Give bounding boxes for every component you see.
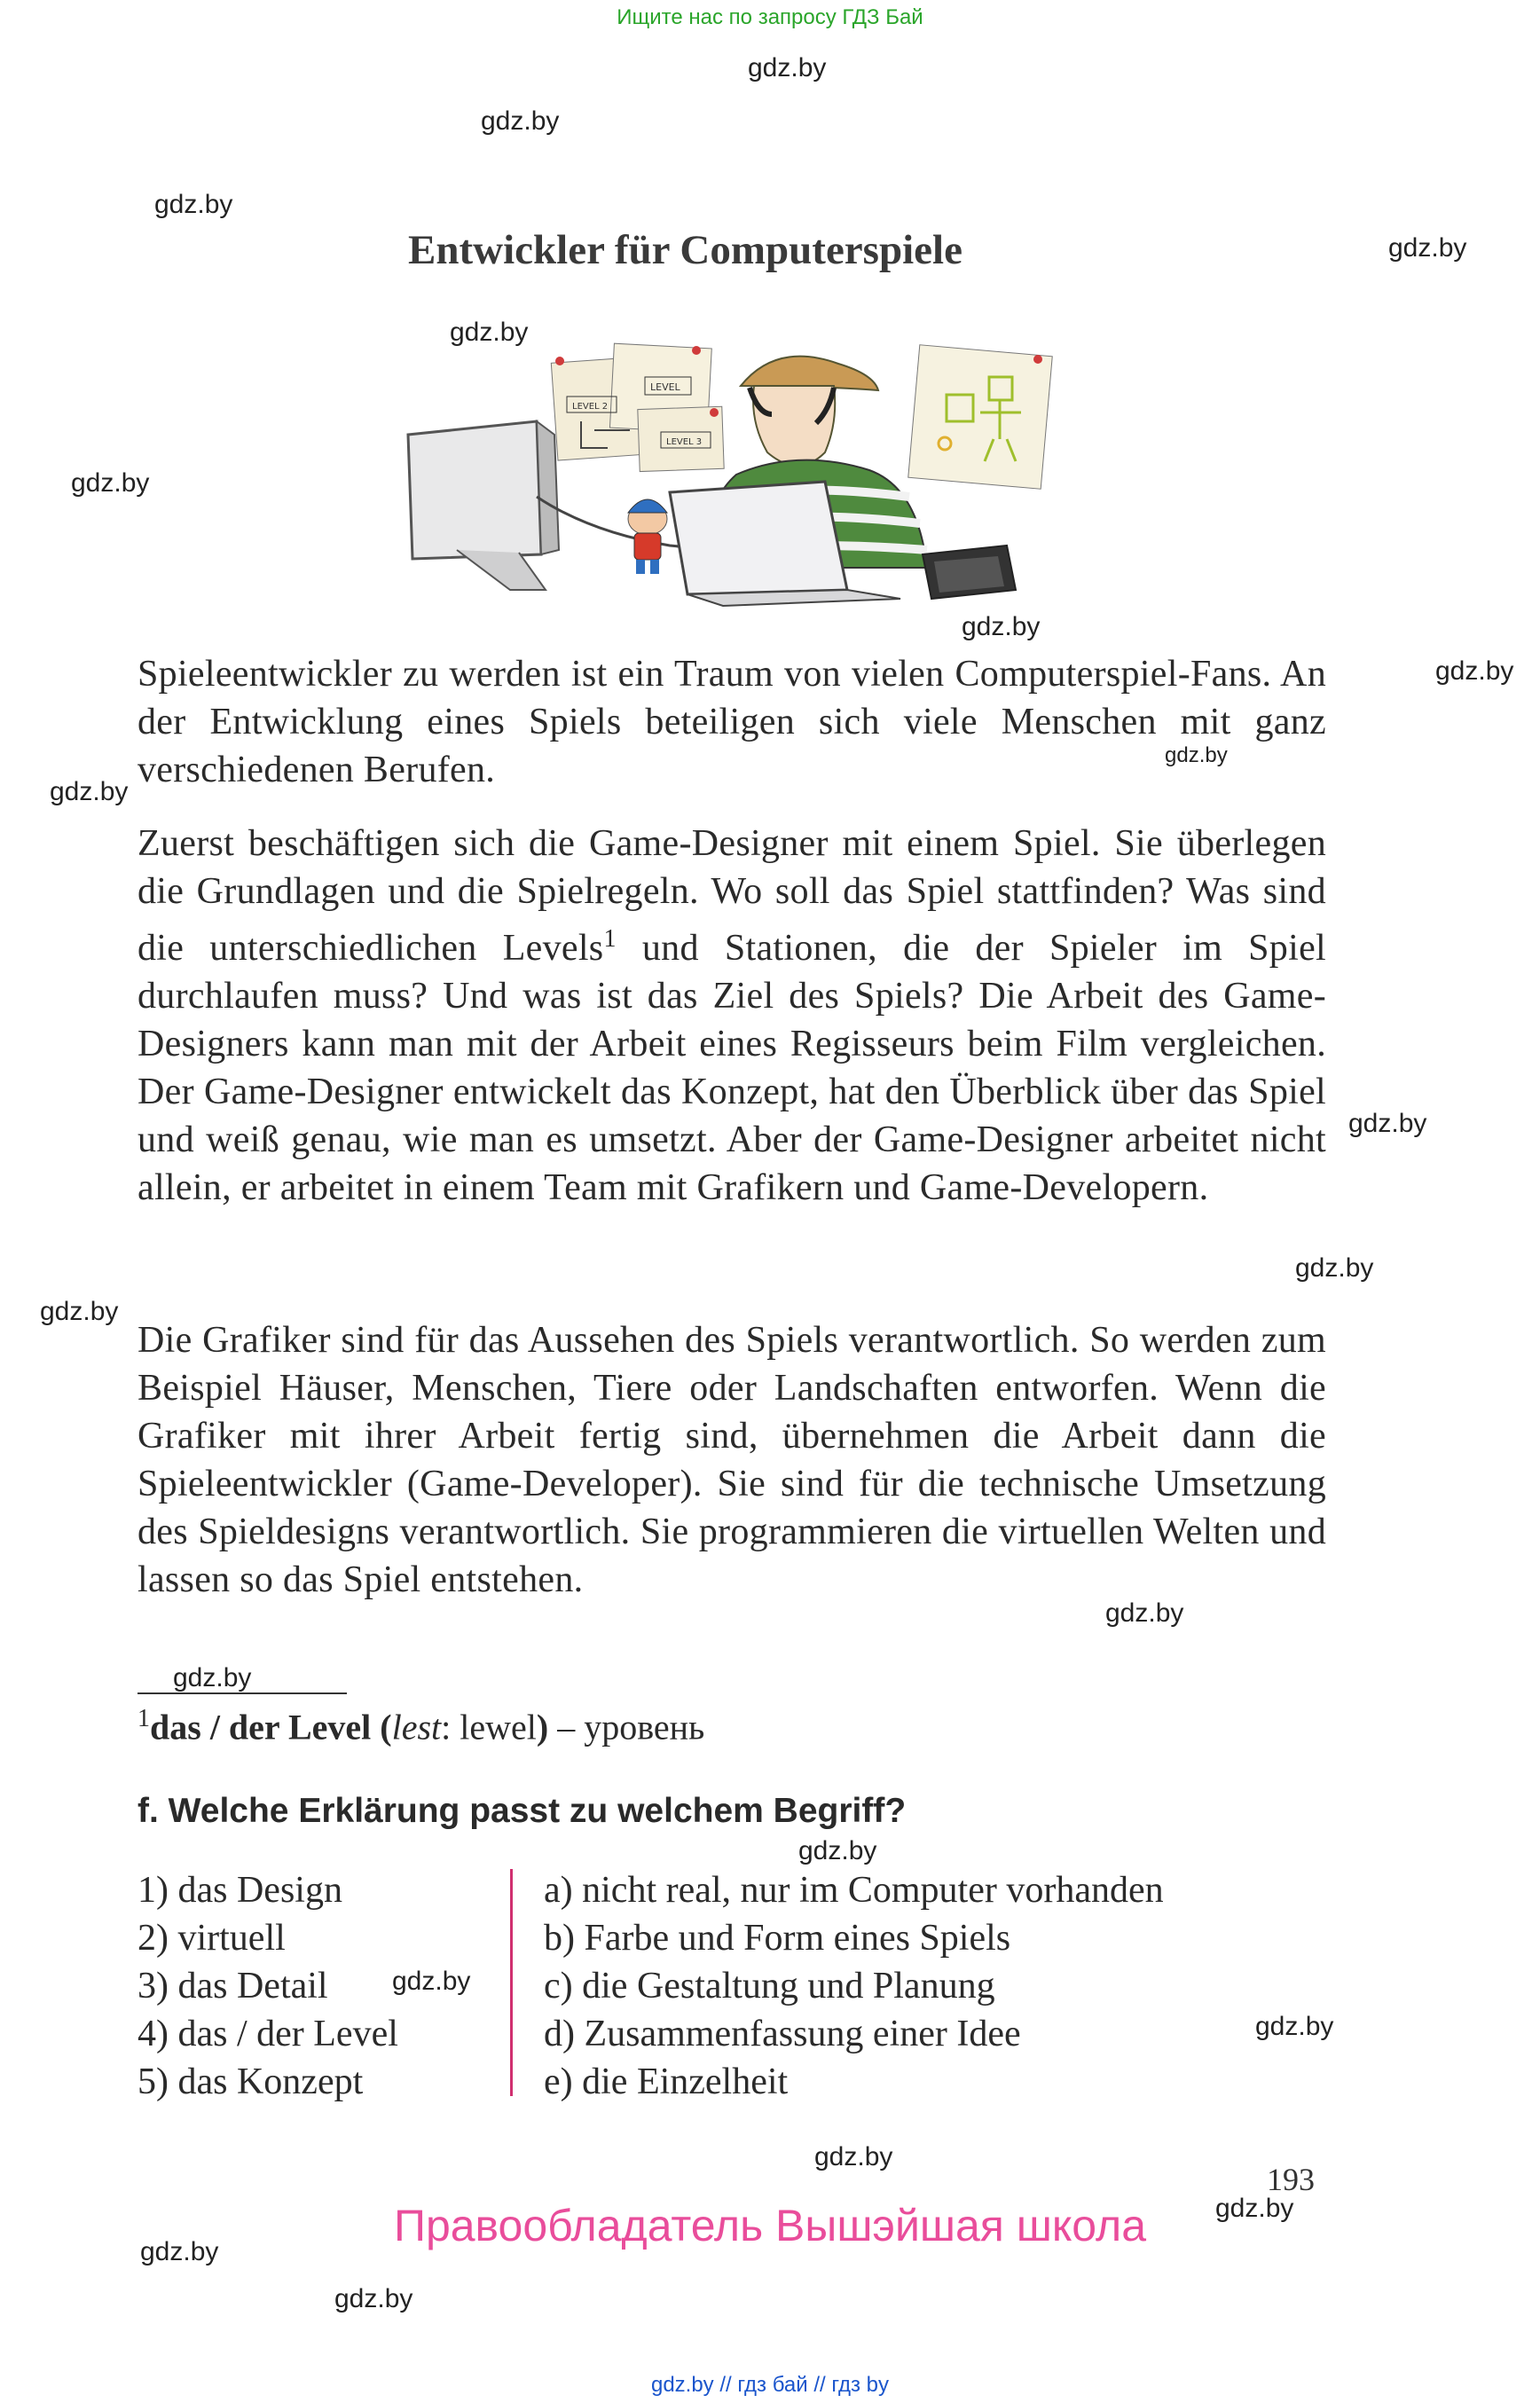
wall-sketches (551, 343, 724, 471)
definition-item: e) die Einzelheit (544, 2061, 789, 2102)
sketch-label: LEVEL (650, 381, 680, 393)
watermark: gdz.by (1105, 1598, 1184, 1628)
definition-item: a) nicht real, nur im Computer vorhanden (544, 1870, 1164, 1911)
terms-list (138, 1866, 398, 2106)
definition-item: d) Zusammenfassung einer Idee (544, 2014, 1021, 2054)
watermark: gdz.by (1348, 1109, 1427, 1138)
footnote-paren: ) (536, 1707, 549, 1747)
paragraph-text (138, 820, 1326, 1212)
watermark: gdz.by (334, 2284, 413, 2313)
watermark: gdz.by (40, 1297, 119, 1326)
watermark: gdz.by (1165, 743, 1228, 767)
watermark: gdz.by (392, 1967, 471, 1996)
watermark: gdz.by (1295, 1253, 1374, 1283)
footnote-ref: 1 (603, 925, 617, 953)
term-item: 1) das Design (138, 1870, 342, 1911)
watermark: gdz.by (140, 2237, 219, 2266)
footnote-pron: : lewel (441, 1707, 537, 1747)
toy-figure (628, 499, 667, 574)
term-item: 5) das Konzept (138, 2061, 364, 2102)
page-title: Entwickler für Computerspiele (408, 227, 962, 273)
footnote-divider (138, 1692, 347, 1694)
paragraph-text: Die Grafiker sind für das Aussehen des Spiels verantwortlich. So werden zum Beispiel Häuser, Menschen, Tiere oder Landschaften entworfen. Wenn die Grafiker mit ihrer Arbeit fertig sind, übernehmen die Arbeit dann die Spieleentwickler (Game-Developer). Sie sind für die technische Umsetzung des Spieldesigns verantwortlich. Sie programmieren die virtuellen Welten und lassen so das Spiel entstehen. (138, 1320, 1326, 1600)
watermark: gdz.by (50, 777, 129, 806)
watermark: gdz.by (798, 1836, 877, 1865)
definitions-list (544, 1866, 1164, 2106)
watermark: gdz.by (1255, 2012, 1334, 2041)
paragraph-text-part: Zuerst beschäftigen sich die Game-Designer mit einem Spiel. Sie überlegen die Grundlagen und die Spielregeln. Wo soll das Spiel stattfinden? Was sind die unterschiedlichen Levels (138, 823, 1326, 969)
definition-item: c) die Gestaltung und Planung (544, 1966, 995, 2006)
footnote-translation: – уровень (548, 1707, 705, 1747)
paragraph-2 (138, 820, 1326, 1212)
term-item: 3) das Detail (138, 1966, 328, 2006)
footnote-number: 1 (138, 1705, 150, 1732)
sketch-label: LEVEL 3 (666, 437, 703, 447)
watermark: gdz.by (1435, 656, 1514, 686)
paragraph-text-part: und Stationen, die der Spieler im Spiel durchlaufen muss? Und was ist das Ziel des Spiels? Die Arbeit des Game-Designers kann man mit der Arbeit eines Regisseurs beim Film vergleichen. Der Game-Designer entwickelt das Konzept, hat den Überblick über das Spiel und weiß genau, wie man es umsetzt. Aber der Game-Designer arbeitet nicht allein, er arbeitet in einem Team mit Grafikern und Game-Developern. (138, 928, 1326, 1208)
watermark: gdz.by (962, 612, 1041, 641)
page-number: 193 (1267, 2162, 1315, 2197)
footnote-pron-label: lest (391, 1707, 442, 1747)
paragraph-3 (138, 1316, 1326, 1604)
watermark: gdz.by (1388, 233, 1467, 263)
illustration-game-developer (404, 324, 1060, 608)
paragraph-1 (138, 650, 1326, 794)
paragraph-text: Spieleentwickler zu werden ist ein Traum von vielen Computerspiel-Fans. An der Entwicklung eines Spiels beteiligen sich viele Menschen mit ganz verschiedenen Berufen. (138, 654, 1326, 790)
watermark: gdz.by (814, 2142, 893, 2171)
definition-item: b) Farbe und Form eines Spiels (544, 1918, 1011, 1959)
column-divider (510, 1869, 513, 2096)
robot-sketch (908, 345, 1053, 490)
watermark: gdz.by (1215, 2194, 1294, 2223)
task-heading: f. Welche Erklärung passt zu welchem Begriff? (138, 1792, 907, 1830)
sketch-label: LEVEL 2 (572, 402, 609, 412)
watermark: gdz.by (71, 468, 150, 498)
top-banner[interactable]: Ищите нас по запросу ГДЗ Бай (617, 5, 923, 29)
footnote-term: das / der Level (150, 1707, 372, 1747)
watermark: gdz.by (481, 106, 560, 136)
watermark: gdz.by (154, 190, 233, 219)
term-item: 2) virtuell (138, 1918, 286, 1959)
watermark: gdz.by (748, 53, 827, 82)
copyright-owner: Правообладатель Вышэйшая школа (394, 2201, 1146, 2250)
footnote-paren: ( (371, 1707, 392, 1747)
footer-links[interactable]: gdz.by // гдз бай // гдз by (650, 2373, 890, 2397)
footnote (138, 1705, 704, 1747)
watermark: gdz.by (173, 1663, 252, 1692)
watermark: gdz.by (450, 318, 529, 347)
term-item: 4) das / der Level (138, 2014, 398, 2054)
